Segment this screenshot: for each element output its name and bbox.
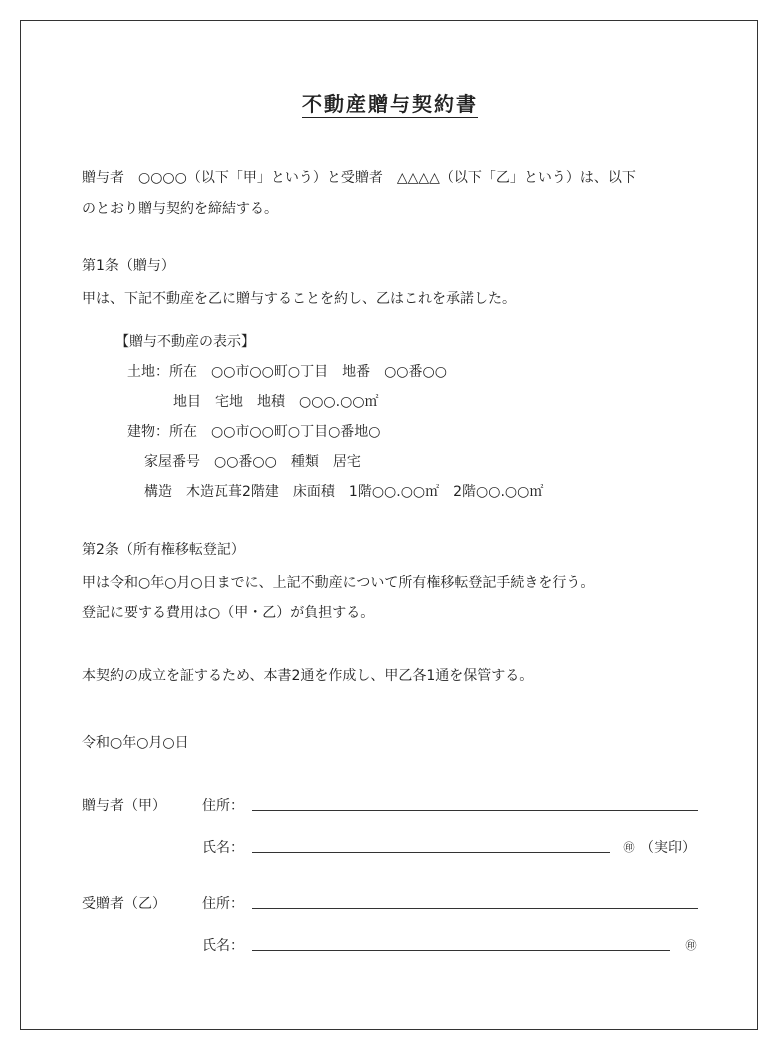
preamble-line-1: 贈与者 ○○○○（以下「甲」という）と受贈者 △△△△（以下「乙」という）は、以下 [82, 170, 636, 186]
article-1-heading: 第1条（贈与） [82, 258, 175, 274]
donee-name-line [252, 950, 670, 951]
donee-label: 受贈者（乙） [82, 896, 166, 912]
donee-name-label: 氏名： [202, 938, 244, 954]
document-title: 不動産贈与契約書 [302, 92, 478, 116]
article-2-line-2: 登記に要する費用は○（甲・乙）が負担する。 [82, 605, 375, 621]
land-line-2: 地目 宅地 地積 ○○○.○○㎡ [173, 394, 379, 410]
donee-address-line [252, 908, 698, 909]
donee-seal-icon: ㊞ [685, 939, 697, 952]
donor-seal-note: （実印） [640, 840, 696, 856]
building-line-1: 建物：所在 ○○市○○町○丁目○番地○ [127, 424, 381, 440]
donor-name-label: 氏名： [202, 840, 244, 856]
article-1-text: 甲は、下記不動産を乙に贈与することを約し、乙はこれを承諾した。 [82, 291, 516, 307]
donor-seal-icon: ㊞ [623, 841, 635, 854]
property-heading: 【贈与不動産の表示】 [115, 334, 255, 350]
contract-date: 令和○年○月○日 [82, 735, 189, 751]
closing-statement: 本契約の成立を証するため、本書2通を作成し、甲乙各1通を保管する。 [82, 668, 534, 684]
donor-address-line [252, 810, 698, 811]
donor-address-label: 住所： [202, 798, 244, 814]
donor-name-line [252, 852, 610, 853]
building-line-2: 家屋番号 ○○番○○ 種類 居宅 [144, 454, 361, 470]
land-line-1: 土地：所在 ○○市○○町○丁目 地番 ○○番○○ [127, 364, 447, 380]
building-line-3: 構造 木造瓦葺2階建 床面積 1階○○.○○㎡ 2階○○.○○㎡ [144, 484, 544, 500]
article-2-heading: 第2条（所有権移転登記） [82, 542, 245, 558]
donor-label: 贈与者（甲） [82, 798, 166, 814]
article-2-line-1: 甲は令和○年○月○日までに、上記不動産について所有権移転登記手続きを行う。 [82, 575, 595, 591]
donee-address-label: 住所： [202, 896, 244, 912]
preamble-line-2: のとおり贈与契約を締結する。 [82, 201, 278, 217]
